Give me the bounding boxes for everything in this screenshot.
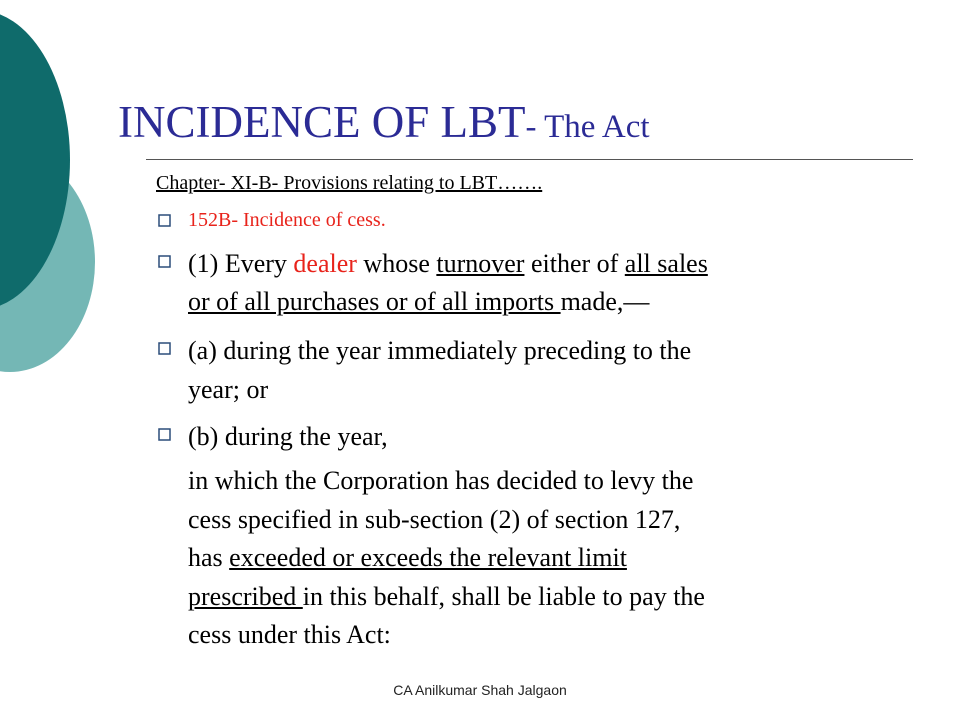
slide-title: [118, 96, 650, 148]
clause-a-line-1: (a) during the year immediately preceding to the: [188, 336, 692, 365]
clause-a-line-2: year; or: [188, 375, 269, 404]
para-text: has: [188, 543, 230, 572]
square-bullet-icon: [157, 213, 173, 229]
square-bullet-icon: [157, 254, 173, 270]
clause-1-text: either of: [524, 249, 625, 278]
square-bullet-icon: [157, 427, 173, 443]
para-line-2: cess specified in sub-section (2) of section 127,: [188, 505, 681, 534]
dealer-term: dealer: [293, 249, 357, 278]
section-heading: 152B- Incidence of cess.: [188, 209, 386, 231]
purchases-imports-term: or of all purchases or of all imports: [188, 287, 561, 316]
prescribed-term: prescribed: [188, 582, 303, 611]
para-line-1: in which the Corporation has decided to levy the: [188, 466, 694, 495]
para-line-5: cess under this Act:: [188, 620, 391, 649]
all-sales-term: all sales: [624, 249, 708, 278]
turnover-term: turnover: [436, 249, 525, 278]
para-line-4: [188, 584, 705, 610]
footer-credit: CA Anilkumar Shah Jalgaon: [393, 682, 567, 698]
clause-1-text: whose: [356, 249, 437, 278]
title-divider: [146, 159, 913, 160]
para-line-3: [188, 545, 627, 571]
para-text: in this behalf, shall be liable to pay the: [302, 582, 705, 611]
square-bullet-icon: [157, 341, 173, 357]
clause-1-line-1: [188, 251, 708, 277]
title-main: INCIDENCE OF LBT: [118, 97, 526, 147]
exceeded-limit-term: exceeded or exceeds the relevant limit: [229, 543, 627, 572]
clause-1-ending: made,—: [560, 287, 650, 316]
clause-1-line-2: [188, 289, 649, 315]
clause-b: (b) during the year,: [188, 422, 388, 451]
clause-1-text: (1) Every: [188, 249, 294, 278]
chapter-heading: Chapter- XI-B- Provisions relating to LBT…….: [156, 172, 543, 194]
decorative-circles: [0, 0, 140, 420]
title-sub: - The Act: [525, 109, 650, 145]
